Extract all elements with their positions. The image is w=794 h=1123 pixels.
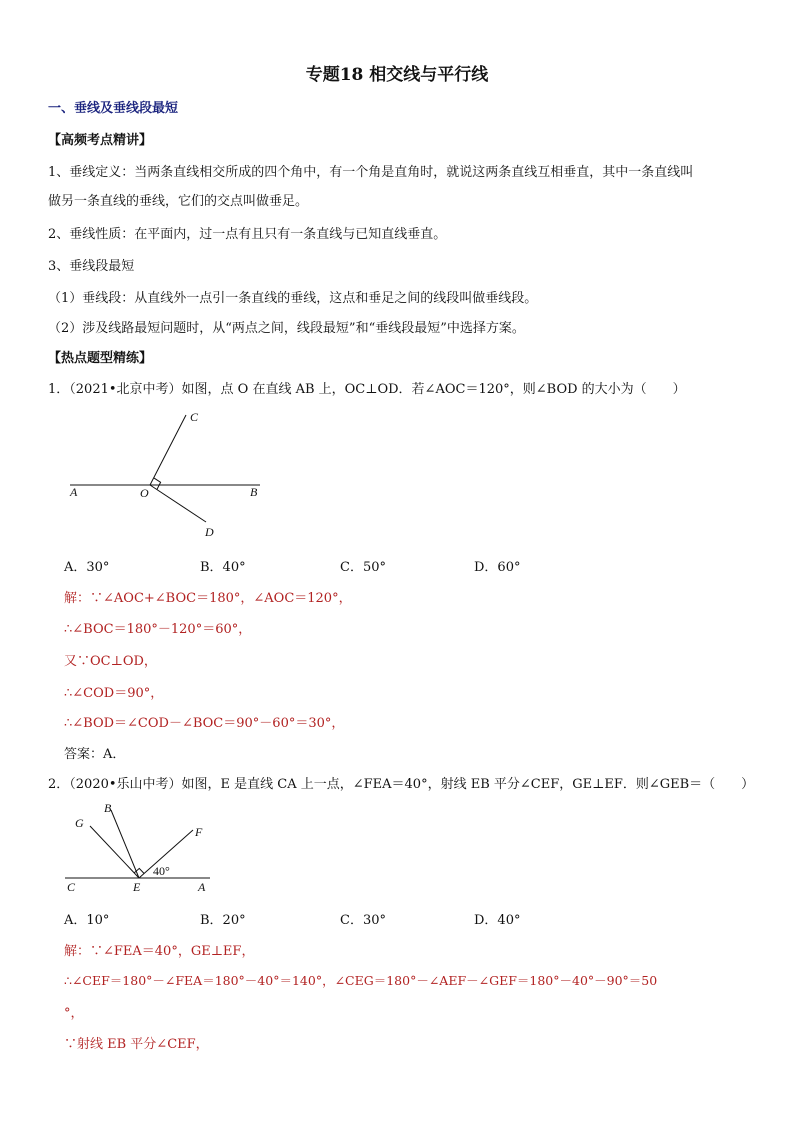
subheading-practice: 【热点题型精练】 — [48, 351, 153, 366]
label-a: A — [198, 880, 206, 894]
point-line-4: 3、垂线段最短 — [48, 259, 135, 274]
q2-option-b: B．20° — [200, 913, 246, 928]
label-b: B — [104, 801, 112, 815]
question-1-figure — [60, 405, 280, 545]
label-o: O — [140, 486, 149, 500]
q2-solution-line-3: °， — [64, 1006, 84, 1021]
point-line-6: （2）涉及线路最短问题时，从“两点之间，线段最短”和“垂线段最短”中选择方案。 — [48, 321, 525, 336]
q2-solution-line-2: ∴∠CEF＝180°－∠FEA＝180°－40°＝140°，∠CEG＝180°－∠AEF－∠GEF＝180°－40°－90°＝50 — [64, 973, 658, 988]
section-heading: 一、垂线及垂线段最短 — [48, 101, 179, 116]
point-line-3: 2、垂线性质：在平面内，过一点有且只有一条直线与已知直线垂直。 — [48, 227, 447, 242]
q1-option-b: B．40° — [200, 560, 246, 575]
ray-eb — [111, 810, 139, 878]
q2-solution-line-1: 解：∵∠FEA＝40°，GE⊥EF， — [64, 944, 255, 959]
q1-solution-line-3: 又∵OC⊥OD， — [64, 654, 157, 669]
question-1-stem: 1．（2021•北京中考）如图，点 O 在直线 AB 上，OC⊥OD．若∠AOC＝120°，则∠BOD 的大小为（ ） — [48, 382, 686, 397]
label-b: B — [250, 485, 258, 499]
question-2-stem: 2．（2020•乐山中考）如图，E 是直线 CA 上一点，∠FEA＝40°，射线 EB 平分∠CEF，GE⊥EF．则∠GEB＝（ ） — [48, 777, 755, 792]
label-c: C — [190, 410, 199, 424]
label-d: D — [205, 525, 214, 539]
label-c: C — [67, 880, 76, 894]
q1-option-d: D．60° — [474, 560, 521, 575]
question-2-figure — [60, 798, 230, 898]
label-e: E — [133, 880, 141, 894]
label-a: A — [70, 485, 78, 499]
q1-option-c: C．50° — [340, 560, 386, 575]
q1-solution-line-5: ∴∠BOD＝∠COD－∠BOC＝90°－60°＝30°， — [64, 716, 345, 731]
label-g: G — [75, 816, 84, 830]
angle-label: 40° — [153, 864, 170, 878]
q1-option-a: A．30° — [64, 560, 110, 575]
q1-solution-line-4: ∴∠COD＝90°， — [64, 686, 164, 701]
q2-option-d: D．40° — [474, 913, 521, 928]
q2-option-c: C．30° — [340, 913, 386, 928]
point-line-2: 做另一条直线的垂线，它们的交点叫做垂足。 — [48, 194, 309, 209]
label-f: F — [195, 825, 203, 839]
q2-option-a: A．10° — [64, 913, 110, 928]
q1-solution-line-1: 解：∵∠AOC+∠BOC＝180°，∠AOC＝120°， — [64, 591, 352, 606]
ray-od — [150, 485, 206, 522]
q1-answer: 答案：A． — [64, 747, 126, 762]
q1-solution-line-2: ∴∠BOC＝180°－120°＝60°， — [64, 622, 252, 637]
point-line-1: 1、垂线定义：当两条直线相交所成的四个角中，有一个角是直角时，就说这两条直线互相垂直，其中一条直线叫 — [48, 165, 694, 180]
point-line-5: （1）垂线段：从直线外一点引一条直线的垂线，这点和垂足之间的线段叫做垂线段。 — [48, 291, 538, 306]
subheading-key-points: 【高频考点精讲】 — [48, 133, 153, 148]
ray-oc — [150, 415, 186, 485]
ray-eg — [90, 826, 139, 878]
page-title: 专题18 相交线与平行线 — [305, 65, 489, 85]
q2-solution-line-4: ∵射线 EB 平分∠CEF， — [64, 1037, 209, 1052]
